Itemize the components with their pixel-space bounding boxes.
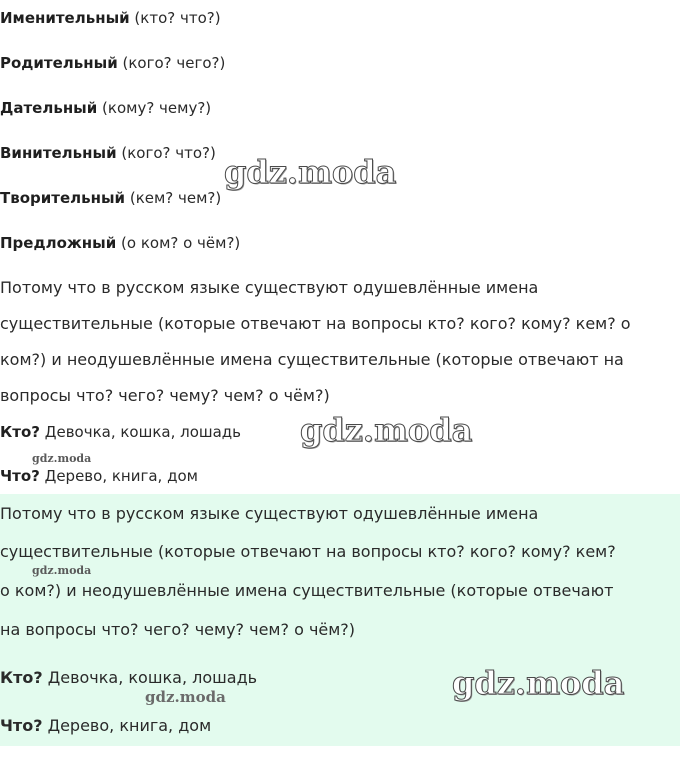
case-name: Именительный [0, 9, 130, 27]
what-examples: Дерево, книга, дом [44, 467, 198, 485]
what-examples: Дерево, книга, дом [47, 716, 212, 735]
answer2-who-row [0, 667, 257, 689]
answer1-who-row [0, 421, 241, 443]
case-questions: (кому? чему?) [102, 99, 212, 117]
answer2-what-row [0, 715, 211, 737]
answer1-line-3: ком?) и неодушевлённые имена существительные (которые отвечают на [0, 350, 624, 369]
case-nominative [0, 7, 221, 29]
who-examples: Девочка, кошка, лошадь [47, 668, 258, 687]
watermark-logo: gdz.moda [32, 564, 92, 577]
case-questions: (о ком? о чём?) [121, 234, 241, 252]
case-instrumental [0, 187, 221, 209]
case-genitive [0, 52, 225, 74]
who-label: Кто? [0, 423, 40, 441]
case-name: Предложный [0, 234, 117, 252]
case-questions: (кого? чего?) [122, 54, 226, 72]
answer2-line-1: Потому что в русском языке существуют одушевлённые имена [0, 504, 539, 523]
case-prepositional [0, 232, 240, 254]
answer1-line-4: вопросы что? чего? чему? чем? о чём?) [0, 386, 330, 405]
answer2-line-2: существительные (которые отвечают на вопросы кто? кого? кому? кем? [0, 542, 616, 561]
answer1-line-2: существительные (которые отвечают на вопросы кто? кого? кому? кем? о [0, 314, 631, 333]
who-label: Кто? [0, 668, 43, 687]
case-questions: (кого? что?) [121, 144, 216, 162]
what-label: Что? [0, 716, 43, 735]
watermark-logo: gdz.moda [224, 153, 397, 191]
case-name: Творительный [0, 189, 126, 207]
watermark-logo: gdz.moda [452, 664, 625, 702]
what-label: Что? [0, 467, 40, 485]
case-questions: (кем? чем?) [129, 189, 222, 207]
watermark-logo: gdz.moda [145, 688, 226, 706]
case-name: Родительный [0, 54, 118, 72]
answer1-what-row [0, 465, 198, 487]
answer2-line-4: на вопросы что? чего? чему? чем? о чём?) [0, 620, 356, 639]
watermark-logo: gdz.moda [32, 452, 92, 465]
watermark-logo: gdz.moda [300, 411, 473, 449]
answer2-line-3: о ком?) и неодушевлённые имена существительные (которые отвечают [0, 581, 614, 600]
who-examples: Девочка, кошка, лошадь [44, 423, 242, 441]
case-questions: (кто? что?) [134, 9, 221, 27]
case-name: Дательный [0, 99, 98, 117]
case-accusative [0, 142, 216, 164]
case-dative [0, 97, 211, 119]
case-name: Винительный [0, 144, 117, 162]
answer1-line-1: Потому что в русском языке существуют одушевлённые имена [0, 278, 539, 297]
